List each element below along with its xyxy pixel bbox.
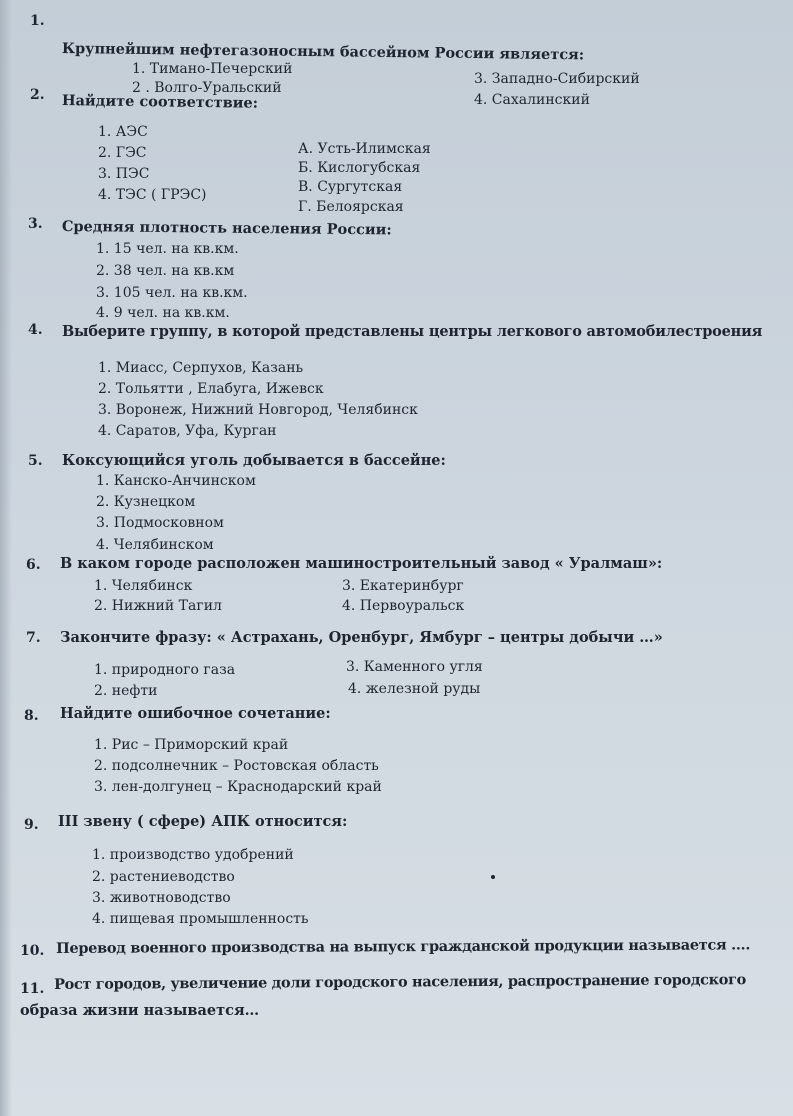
q3-option-2: 2. 38 чел. на кв.км xyxy=(96,263,235,279)
q11-text-line1: Рост городов, увеличение доли городского населения, распространение городского xyxy=(54,971,746,993)
q2-right-b: Б. Кислогубская xyxy=(298,160,421,176)
q11-text-line2: образа жизни называется… xyxy=(20,1002,260,1019)
q5-number: 5. xyxy=(28,453,43,469)
q5-text: Коксующийся уголь добывается в бассейне: xyxy=(62,452,446,469)
q3-option-3: 3. 105 чел. на кв.км. xyxy=(96,285,248,301)
q3-text: Средняя плотность населения России: xyxy=(61,218,392,239)
q4-text: Выберите группу, в которой представлены центры легкового автомобилестроения xyxy=(62,323,763,340)
q5-option-3: 3. Подмосковном xyxy=(96,515,224,531)
q2-left-2: 2. ГЭС xyxy=(98,145,147,161)
q3-option-1: 1. 15 чел. на кв.км. xyxy=(96,241,239,257)
q6-text: В каком городе расположен машиностроительный завод « Уралмаш»: xyxy=(60,555,663,572)
q4-option-4: 4. Саратов, Уфа, Курган xyxy=(98,423,277,439)
q9-option-1: 1. производство удобрений xyxy=(92,847,294,863)
q2-right-c: В. Сургутская xyxy=(298,179,403,195)
q1-number: 1. xyxy=(30,13,45,29)
q6-option-2: 2. Нижний Тагил xyxy=(94,598,222,614)
q7-option-3: 3. Каменного угля xyxy=(346,659,483,675)
q9-option-2: 2. растениеводство xyxy=(92,869,235,885)
q1-text: Крупнейшим нефтегазоносным бассейном России является: xyxy=(61,40,585,64)
q10-text: Перевод военного производства на выпуск гражданской продукции называется …. xyxy=(56,936,751,957)
q1-option-2: 2 . Волго-Уральский xyxy=(132,80,282,96)
q3-option-4: 4. 9 чел. на кв.км. xyxy=(96,305,230,321)
page-shadow xyxy=(0,0,12,1116)
q2-left-3: 3. ПЭС xyxy=(98,166,150,182)
ink-dot xyxy=(491,875,495,879)
q7-option-2: 2. нефти xyxy=(94,683,158,699)
q1-option-1: 1. Тимано-Печерский xyxy=(132,61,293,77)
q4-option-2: 2. Тольятти , Елабуга, Ижевск xyxy=(98,381,324,397)
q2-number: 2. xyxy=(30,87,45,103)
q9-option-3: 3. животноводство xyxy=(92,890,231,906)
q7-option-1: 1. природного газа xyxy=(94,662,236,678)
q6-option-1: 1. Челябинск xyxy=(94,578,193,594)
q8-option-1: 1. Рис – Приморский край xyxy=(94,737,289,753)
q7-number: 7. xyxy=(26,630,41,646)
q6-number: 6. xyxy=(26,557,41,573)
q3-number: 3. xyxy=(28,216,43,232)
q4-option-1: 1. Миасс, Серпухов, Казань xyxy=(98,360,304,376)
q6-option-4: 4. Первоуральск xyxy=(342,598,465,614)
q9-option-4: 4. пищевая промышленность xyxy=(92,911,309,927)
q8-number: 8. xyxy=(24,708,39,724)
q5-option-4: 4. Челябинском xyxy=(96,537,214,553)
q7-text: Закончите фразу: « Астрахань, Оренбург, Ямбург – центры добычи …» xyxy=(60,629,663,646)
q8-text: Найдите ошибочное сочетание: xyxy=(60,705,331,722)
q2-left-4: 4. ТЭС ( ГРЭС) xyxy=(98,187,207,203)
q5-option-1: 1. Канско-Анчинском xyxy=(96,473,256,489)
q7-option-4: 4. железной руды xyxy=(348,681,481,697)
q8-option-3: 3. лен-долгунец – Краснодарский край xyxy=(94,779,382,795)
q2-right-d: Г. Белоярская xyxy=(298,199,404,215)
q9-number: 9. xyxy=(24,817,39,833)
q5-option-2: 2. Кузнецком xyxy=(96,494,196,510)
q2-left-1: 1. АЭС xyxy=(98,124,148,140)
q4-number: 4. xyxy=(28,322,43,338)
q11-number: 11. xyxy=(20,981,45,997)
q1-option-3: 3. Западно-Сибирский xyxy=(474,71,640,87)
q6-option-3: 3. Екатеринбург xyxy=(342,578,464,594)
q4-option-3: 3. Воронеж, Нижний Новгород, Челябинск xyxy=(98,402,418,418)
q2-text: Найдите соответствие: xyxy=(61,92,259,112)
q8-option-2: 2. подсолнечник – Ростовская область xyxy=(94,758,379,774)
q9-text: III звену ( сфере) АПК относится: xyxy=(58,813,348,830)
q1-option-4: 4. Сахалинский xyxy=(474,92,590,108)
q2-right-a: А. Усть-Илимская xyxy=(298,141,431,157)
q10-number: 10. xyxy=(20,943,45,959)
